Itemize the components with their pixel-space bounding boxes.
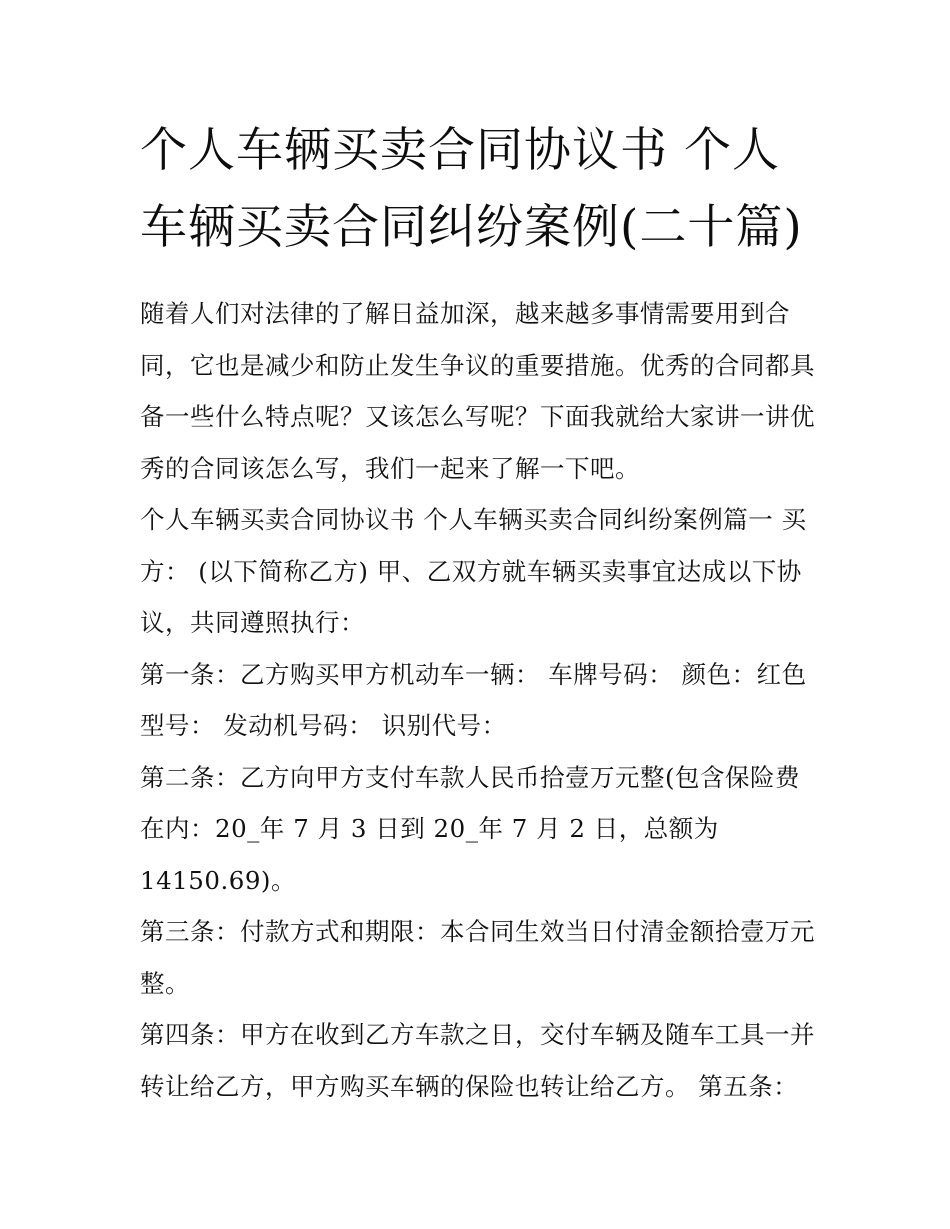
agreement-intro-paragraph: 个人车辆买卖合同协议书 个人车辆买卖合同纠纷案例篇一 买方： (以下简称乙方) 甲、乙双方就车辆买卖事宜达成以下协议，共同遵照执行： [140, 505, 807, 637]
article-3-paragraph: 第三条：付款方式和期限：本合同生效当日付清金额拾壹万元整。 [140, 917, 815, 998]
document-page [140, 112, 820, 1112]
article-2-paragraph: 第二条：乙方向甲方支付车款人民币拾壹万元整(包含保险费在内：20_年 7 月 3 日到 20_年 7 月 2 日，总额为 14150.69)。 [140, 762, 801, 895]
article-1-paragraph: 第一条：乙方购买甲方机动车一辆： 车牌号码： 颜色：红色 型号： 发动机号码： 识别代号： [140, 659, 807, 740]
intro-paragraph: 随着人们对法律的了解日益加深，越来越多事情需要用到合同，它也是减少和防止发生争议的重要措施。优秀的合同都具备一些什么特点呢？又该怎么写呢？下面我就给大家讲一讲优秀的合同该怎么写，我们一起来了解一下吧。 [140, 299, 815, 483]
document-title: 个人车辆买卖合同协议书 个人车辆买卖合同纠纷案例(二十篇) [140, 123, 803, 255]
article-4-paragraph: 第四条：甲方在收到乙方车款之日，交付车辆及随车工具一并转让给乙方，甲方购买车辆的保险也转让给乙方。 第五条： [140, 1020, 815, 1101]
document-body [140, 288, 820, 1112]
